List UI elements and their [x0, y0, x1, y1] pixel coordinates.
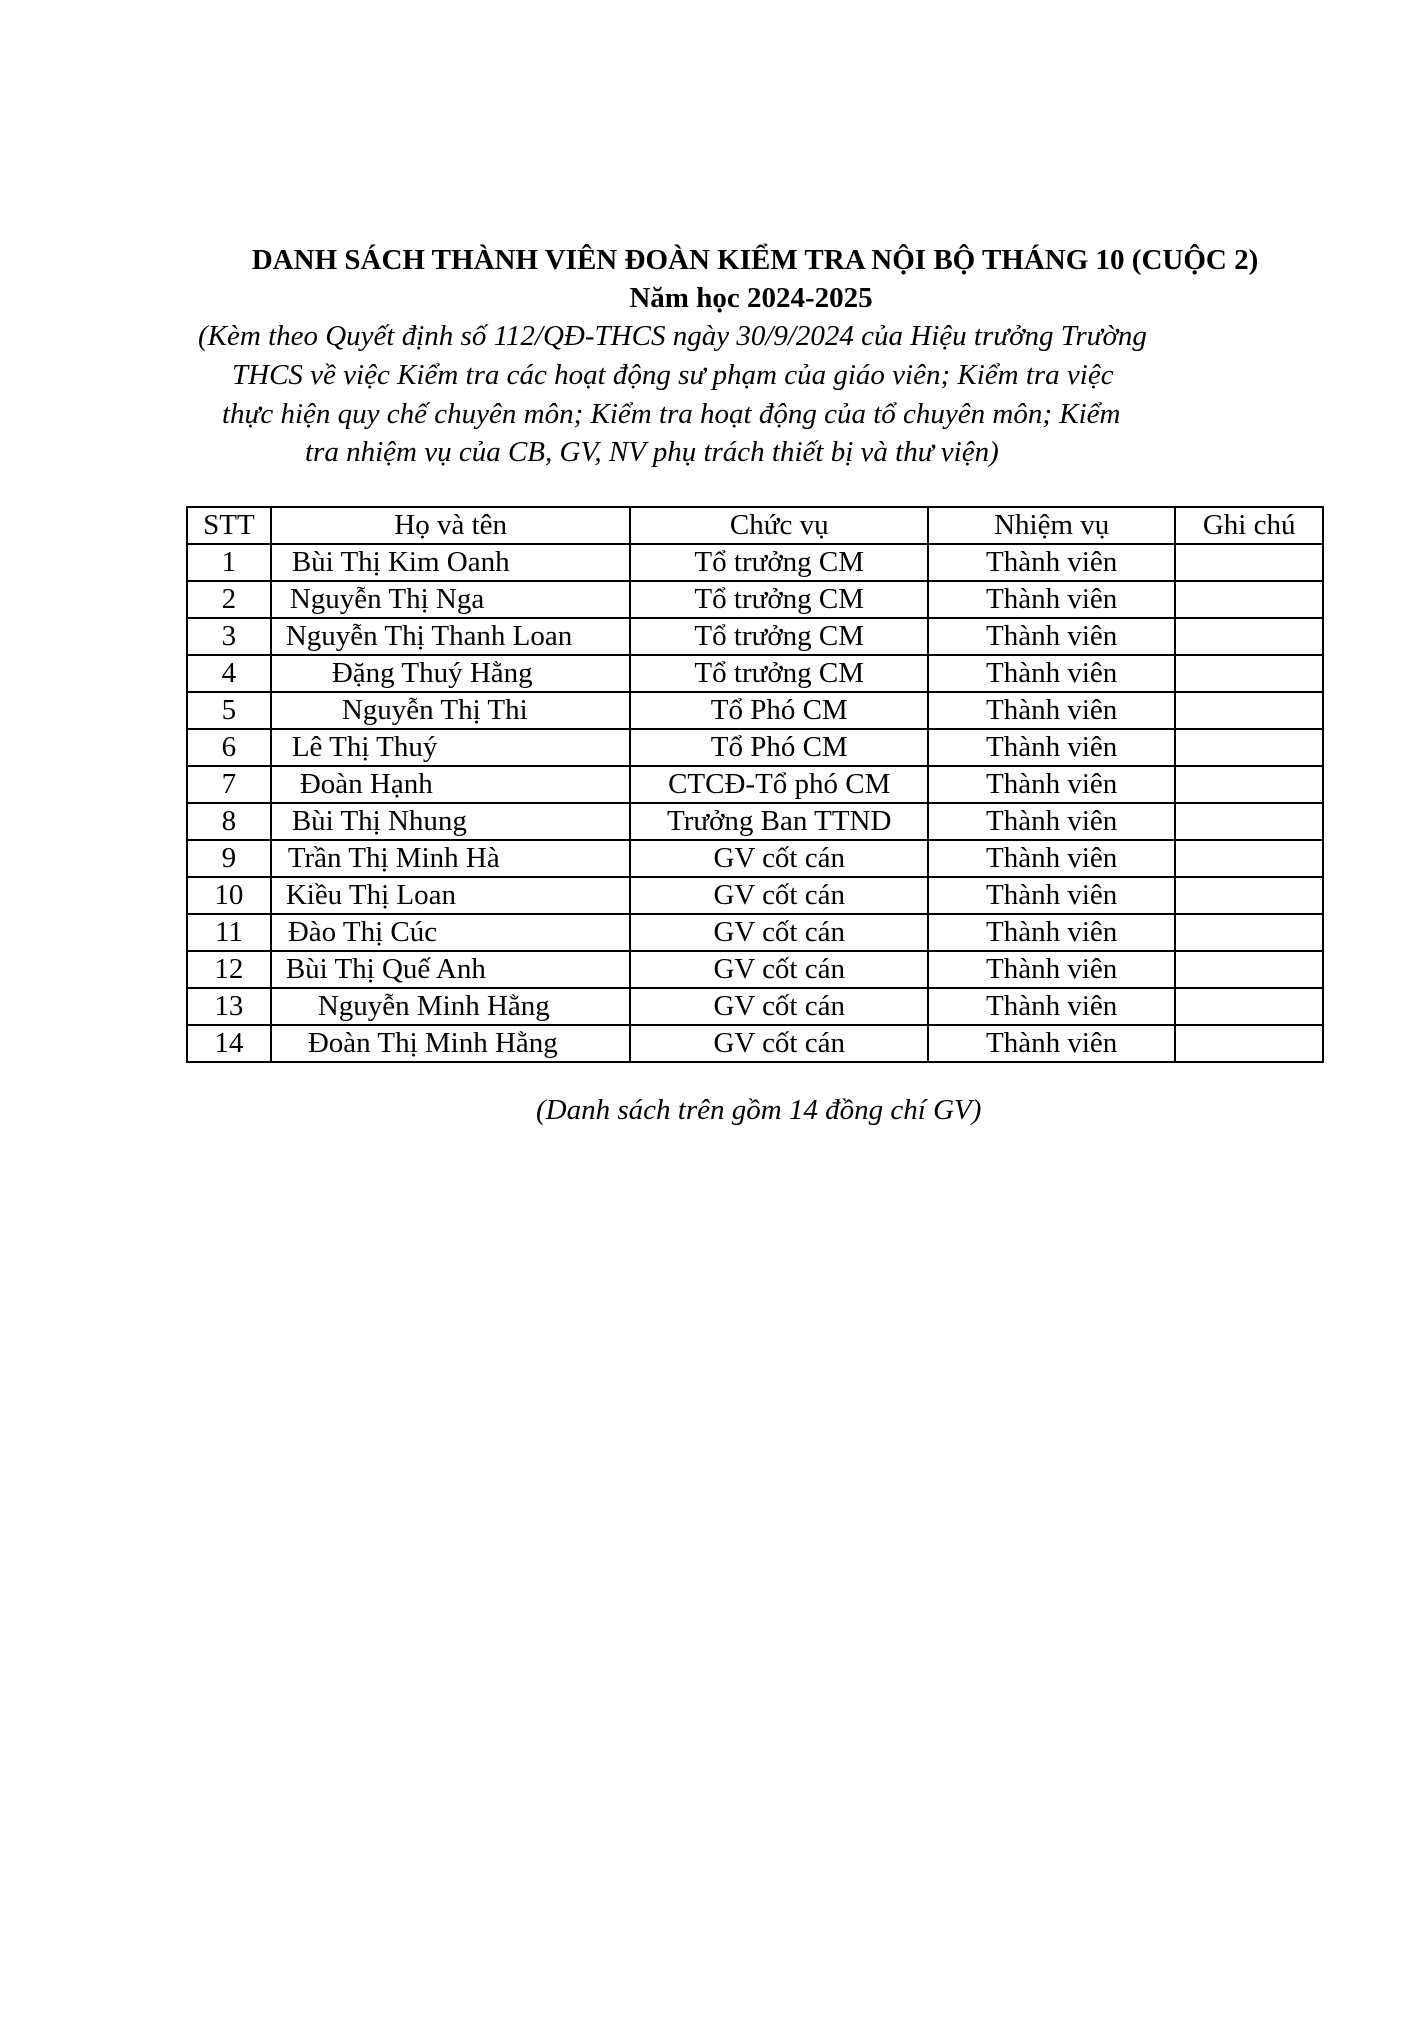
cell-note: [1175, 1025, 1323, 1062]
cell-role: GV cốt cán: [630, 951, 928, 988]
cell-name: Đoàn Thị Minh Hằng: [271, 1025, 631, 1062]
cell-task: Thành viên: [928, 951, 1175, 988]
cell-stt: 5: [187, 692, 271, 729]
cell-role: CTCĐ-Tổ phó CM: [630, 766, 928, 803]
header-task: Nhiệm vụ: [928, 507, 1175, 544]
cell-note: [1175, 914, 1323, 951]
cell-role: GV cốt cán: [630, 840, 928, 877]
cell-note: [1175, 581, 1323, 618]
cell-name: Nguyễn Thị Thi: [271, 692, 631, 729]
cell-role: GV cốt cán: [630, 988, 928, 1025]
table-row: [187, 729, 1323, 766]
cell-name: Lê Thị Thuý: [271, 729, 631, 766]
cell-name: Nguyễn Thị Thanh Loan: [271, 618, 631, 655]
table-row: [187, 914, 1323, 951]
cell-task: Thành viên: [928, 618, 1175, 655]
cell-stt: 14: [187, 1025, 271, 1062]
table-row: [187, 581, 1323, 618]
cell-note: [1175, 877, 1323, 914]
cell-name: Nguyễn Minh Hằng: [271, 988, 631, 1025]
subtitle-line: (Kèm theo Quyết định số 112/QĐ-THCS ngày 30/9/2024 của Hiệu trưởng Trường: [198, 320, 1147, 352]
cell-task: Thành viên: [928, 1025, 1175, 1062]
table-row: [187, 840, 1323, 877]
cell-note: [1175, 692, 1323, 729]
cell-task: Thành viên: [928, 840, 1175, 877]
table-row: [187, 766, 1323, 803]
cell-name: Kiều Thị Loan: [271, 877, 631, 914]
subtitle-line: tra nhiệm vụ của CB, GV, NV phụ trách thiết bị và thư viện): [305, 436, 999, 468]
cell-stt: 11: [187, 914, 271, 951]
cell-name: Đặng Thuý Hằng: [271, 655, 631, 692]
cell-role: Tổ trưởng CM: [630, 618, 928, 655]
cell-task: Thành viên: [928, 988, 1175, 1025]
cell-role: Tổ trưởng CM: [630, 655, 928, 692]
table-row: [187, 692, 1323, 729]
table-row: [187, 655, 1323, 692]
header-name: Họ và tên: [271, 507, 631, 544]
cell-name: Nguyễn Thị Nga: [271, 581, 631, 618]
cell-stt: 3: [187, 618, 271, 655]
cell-role: GV cốt cán: [630, 1025, 928, 1062]
cell-stt: 10: [187, 877, 271, 914]
cell-role: Tổ trưởng CM: [630, 544, 928, 581]
cell-task: Thành viên: [928, 581, 1175, 618]
header-role: Chức vụ: [630, 507, 928, 544]
cell-name: Đoàn Hạnh: [271, 766, 631, 803]
cell-task: Thành viên: [928, 766, 1175, 803]
header-stt: STT: [187, 507, 271, 544]
members-table: [186, 506, 1324, 1063]
table-row: [187, 988, 1323, 1025]
school-year: Năm học 2024-2025: [629, 282, 873, 314]
table-row: [187, 951, 1323, 988]
table-body: [187, 544, 1323, 1062]
cell-task: Thành viên: [928, 692, 1175, 729]
cell-stt: 8: [187, 803, 271, 840]
table-row: [187, 544, 1323, 581]
cell-task: Thành viên: [928, 914, 1175, 951]
cell-stt: 6: [187, 729, 271, 766]
cell-task: Thành viên: [928, 803, 1175, 840]
table-header-row: [187, 507, 1323, 544]
table-row: [187, 877, 1323, 914]
cell-note: [1175, 766, 1323, 803]
cell-stt: 2: [187, 581, 271, 618]
cell-note: [1175, 655, 1323, 692]
header-note: Ghi chú: [1175, 507, 1323, 544]
cell-note: [1175, 840, 1323, 877]
cell-stt: 13: [187, 988, 271, 1025]
footnote: (Danh sách trên gồm 14 đồng chí GV): [536, 1094, 982, 1126]
cell-note: [1175, 803, 1323, 840]
cell-role: Tổ Phó CM: [630, 729, 928, 766]
cell-note: [1175, 618, 1323, 655]
cell-task: Thành viên: [928, 544, 1175, 581]
cell-note: [1175, 544, 1323, 581]
cell-stt: 4: [187, 655, 271, 692]
cell-stt: 9: [187, 840, 271, 877]
cell-name: Trần Thị Minh Hà: [271, 840, 631, 877]
cell-note: [1175, 951, 1323, 988]
cell-stt: 7: [187, 766, 271, 803]
cell-note: [1175, 988, 1323, 1025]
cell-role: GV cốt cán: [630, 914, 928, 951]
cell-role: Tổ Phó CM: [630, 692, 928, 729]
cell-name: Bùi Thị Nhung: [271, 803, 631, 840]
cell-name: Bùi Thị Quế Anh: [271, 951, 631, 988]
document-title: DANH SÁCH THÀNH VIÊN ĐOÀN KIỂM TRA NỘI BỘ THÁNG 10 (CUỘC 2): [251, 244, 1259, 276]
subtitle-line: thực hiện quy chế chuyên môn; Kiểm tra hoạt động của tổ chuyên môn; Kiểm: [222, 398, 1121, 430]
cell-note: [1175, 729, 1323, 766]
cell-role: Trưởng Ban TTND: [630, 803, 928, 840]
cell-name: Bùi Thị Kim Oanh: [271, 544, 631, 581]
cell-stt: 12: [187, 951, 271, 988]
cell-role: GV cốt cán: [630, 877, 928, 914]
cell-task: Thành viên: [928, 729, 1175, 766]
subtitle-line: THCS về việc Kiểm tra các hoạt động sư phạm của giáo viên; Kiểm tra việc: [232, 359, 1114, 391]
table-row: [187, 618, 1323, 655]
cell-task: Thành viên: [928, 877, 1175, 914]
cell-task: Thành viên: [928, 655, 1175, 692]
cell-stt: 1: [187, 544, 271, 581]
table-row: [187, 803, 1323, 840]
cell-name: Đào Thị Cúc: [271, 914, 631, 951]
table-row: [187, 1025, 1323, 1062]
cell-role: Tổ trưởng CM: [630, 581, 928, 618]
